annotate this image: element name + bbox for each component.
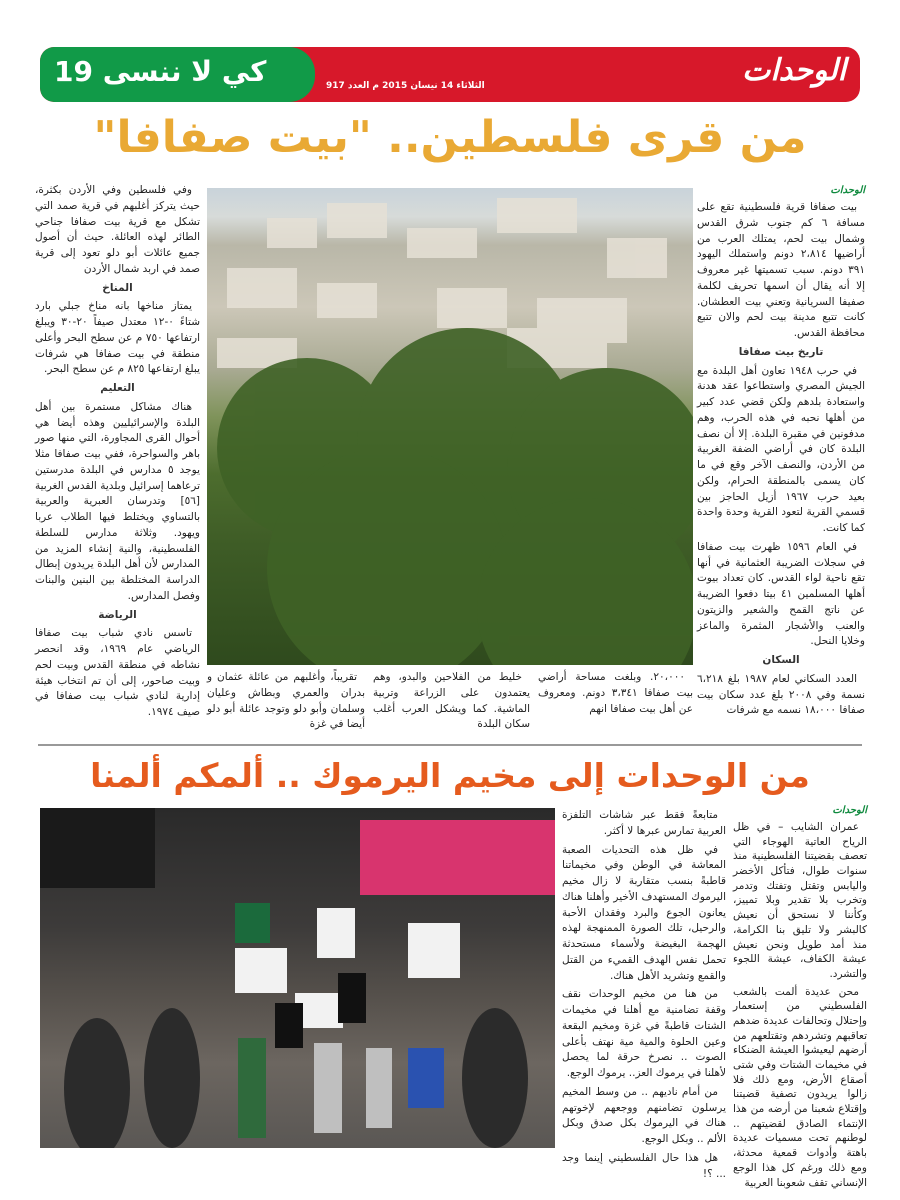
paragraph: في العام ١٥٩٦ ظهرت بيت صفافا في سجلات الضريبة العثمانية في أنها تقع ناحية لواء القدس. كان تعداد بيوت أهلها المسلمين ٤١ بيتا دفعوا الضريبة عن ناتج القمح والشعير والزيتون والعنب والأشجار المثمرة والماعز وخلايا النحل. <box>697 540 866 648</box>
issue-date: الثلاثاء 14 نيسان 2015 م العدد 917 <box>326 81 485 91</box>
protest-photo <box>40 808 555 1148</box>
byline: الوحدات <box>832 805 867 816</box>
paragraph: من أمام ناديهم .. من وسط المخيم يرسلون تضامنهم ووجعهم لإخوتهم هناك في اليرموك بكل صدق وبكل الألم .. وبكل الوجع. <box>562 1085 726 1145</box>
subheading: الرياضة <box>98 608 137 621</box>
article1-left-column <box>35 183 200 739</box>
village-photo-image <box>207 188 693 665</box>
paragraph: وفي فلسطين وفي الأردن بكثرة، حيث يتركز أغلبهم في قرية صمد التي تشكل مع قرية بيت صفافا جناحي الطائر لهذه العائلة. حيث أن أصول جميع عائلات أبو دلو تعود إلى قرية صمد في اربد شمال الأردن <box>35 184 200 275</box>
section-title: كي لا ننسى 19 <box>54 55 267 88</box>
subheading: التعليم <box>100 382 135 394</box>
section-badge <box>40 47 315 102</box>
paragraph: هل هذا حال الفلسطيني إينما وجد ... ؟! <box>562 1151 726 1180</box>
paragraph: تاسس نادي شباب بيت صفافا الرياضي عام ١٩٦٩، وقد انحصر نشاطه في منطقة القدس وبيت لحم وبيت صاحور، إلى أن تم انتخاب هيئة إدارية لنادي شباب بيت صفافا في صيف ١٩٧٤. <box>35 627 200 718</box>
paragraph: بيت صفافا قرية فلسطينية تقع على مسافة ٦ كم جنوب شرق القدس وشمال بيت لحم، يمتلك العرب من أراضيها ٢،٨١٤ دونم واستملك اليهود ٣٩١ دونم. سبب تسميتها غير معروف إلا أنه يقال أن اسمها تحريف لكلمة صفيفا السريانية وتعني بيت العطشان. كانت تتبع مدينة بيت لحم والان تتبع محافظة القدس. <box>697 201 865 339</box>
article1-below-col-1 <box>538 670 693 740</box>
paragraph: ٢٠،٠٠٠. وبلغت مساحة أراضي بيت صفافا ٣،٣٤١ دونم. ومعروف عن أهل بيت صفافا انهم <box>538 671 693 715</box>
article1-below-col-3 <box>207 670 365 740</box>
paragraph: في ظل هذه التحديات الصعبة المعاشة في الوطن وفي مخيماتنا قاطبةً بنسب متقاربة لا زال مخيم اليرموك المستهدف الأخير وأهلنا هناك يعانون الجوع والبرد وفقدان الأحبة والرحيل، تلك الصورة الممنهجة لهذه الهجمة البغيضة ولأسماء مستحدثة تحمل نفس الهدف القميء من القتل والقمع وتشريد الأهل هناك. <box>562 843 726 982</box>
article2-right-column <box>733 804 867 1196</box>
paragraph: من هنا من مخيم الوحدات نقف وقفة تضامنية مع أهلنا في مخيمات الشتات قاطبةً في غزة ومخيم البقعة وعين الحلوة والمية مية نهتف بأعلى الصوت .. نصرخ حرقة لما يحصل لأهلنا في يرموك العز.. يرموك الوجع. <box>562 988 726 1079</box>
newspaper-logo: الوحدات <box>742 53 846 88</box>
article1-below-col-2 <box>373 670 530 740</box>
paragraph: يمتاز مناخها بانه مناخ جبلي بارد شتاءً ٠-١٢ معتدل صيفاً ٢٠-٣٠ ويبلغ ارتفاعها ٧٥٠ م عن سطح البحر وأعلى منطقة في بيت صفافا هي شرفات يبلغ ارتفاعها ٨٢٥ م عن سطح البحر. <box>35 300 200 376</box>
paragraph: خليط من الفلاحين والبدو، وهم يعتمدون على الزراعة وتربية الماشية. كما ويشكل العرب أغلب سكان البلدة <box>373 671 530 731</box>
paragraph: هناك مشاكل مستمرة بين أهل البلدة والإسرائيليين وهذه أيضا هي أحوال القرى المجاورة، التي منها صور باهر والسواحرة، ففي بيت صفافا مثلا يوجد ٥ مدارس في البلدة مدرستين ترعاهما إسرائيل وبلدية القدس الغربية [٥٦] وتدرسان العبرية والعربية بالتساوي ويختلط فيها الطلاب عربا ويهود. وثلاثة مدارس للسلطة الفلسطينية، والنية إنشاء المزيد من المدارس لأن أهل البلدة يريدون إبطال الدراسة المختلطة بين البنين والبنات وفصل المدارس. <box>35 400 201 602</box>
paragraph: تقريباً، وأغلبهم من عائلة عثمان و بدران والعمري وبطاش وعليان وسلمان وأبو دلو وتوجد عائلة أبو دلو أيضا في غزة <box>207 671 365 731</box>
article1-title: من قرى فلسطين.. "بيت صفافا" <box>93 112 807 163</box>
paragraph: في حرب ١٩٤٨ تعاون أهل البلدة مع الجيش المصري واستطاعوا عقد هدنة واستعادة بلدهم ولكن قضي عدد كبير من أهلها نحبه في هذه الحرب، وهم مدفونين في مقبرة البلدة. إلا أن نصف البلدة كان في أراضي الضفة الغربية من الأردن، والنصف الآخر وقع في ما كان يسمى بالمنطقة الحرام، ولكن بعيد حرب ١٩٦٧ أزيل الحاجز بين قسمي القرية لتعود القرية وحدة واحدة كما كانت. <box>697 364 865 534</box>
paragraph: عمران الشايب – في ظل الرياح العاتية الهوجاء التي تعصف بقضيتنا الفلسطينية منذ سنوات طوال، فتأكل الأخضر واليابس وتقتل وتفتك وتدمر وتخرب بلا تقدير وبلا تمييز، وكأننا لا نستحق أن نعيش كالبشر ولا تليق بنا الكرامة، منذ أمد طويل ونحن نعيش عيشة الكفاف، عيشة اللجوء والتشرد. <box>733 821 867 980</box>
section-divider <box>38 744 862 746</box>
subheading: المناخ <box>102 281 133 294</box>
paragraph: محن عديدة ألمت بالشعب الفلسطيني من إستعمار وإحتلال وتحالفات عديدة ضدهم تعاقبهم وتشردهم وتقتلعهم من أرضهم ليعيشوا العيشة الضنكاء في مخيمات الشتات وفي شتى أصقاع الأرض، ومع ذلك فلا زالوا يريدون تصفية قضيتنا وإقتلاع شعبنا من أرضه من هذا الإنتماء الصادق لقضيتهم .. لوطنهم تحت مسميات عديدة باهتة وأدوات قمعية محدثة، ومع ذلك ورغم كل هذا الوجع الإنساني تقف شعوبنا العربية <box>733 985 867 1189</box>
page-header <box>40 47 860 102</box>
article2-middle-column <box>562 808 726 1196</box>
article1-right-column <box>697 183 865 739</box>
byline: الوحدات <box>830 185 865 196</box>
article2-title: من الوحدات إلى مخيم اليرموك .. ألمكم ألمنا <box>90 756 810 795</box>
paragraph: متابعةً فقط عبر شاشات التلفزة العربية تمارس عبرها لا أكثر. <box>562 809 726 837</box>
subheading: تاريخ بيت صفافا <box>738 345 824 358</box>
paragraph: العدد السكاني لعام ١٩٨٧ بلغ ٦،٢١٨ نسمة وفي ٢٠٠٨ بلغ عدد سكان بيت صفافا ١٨،٠٠٠ نسمه مع شرفات <box>697 672 865 717</box>
village-photo <box>207 188 693 665</box>
subheading: السكان <box>762 654 800 666</box>
protest-photo-image <box>40 808 555 1148</box>
